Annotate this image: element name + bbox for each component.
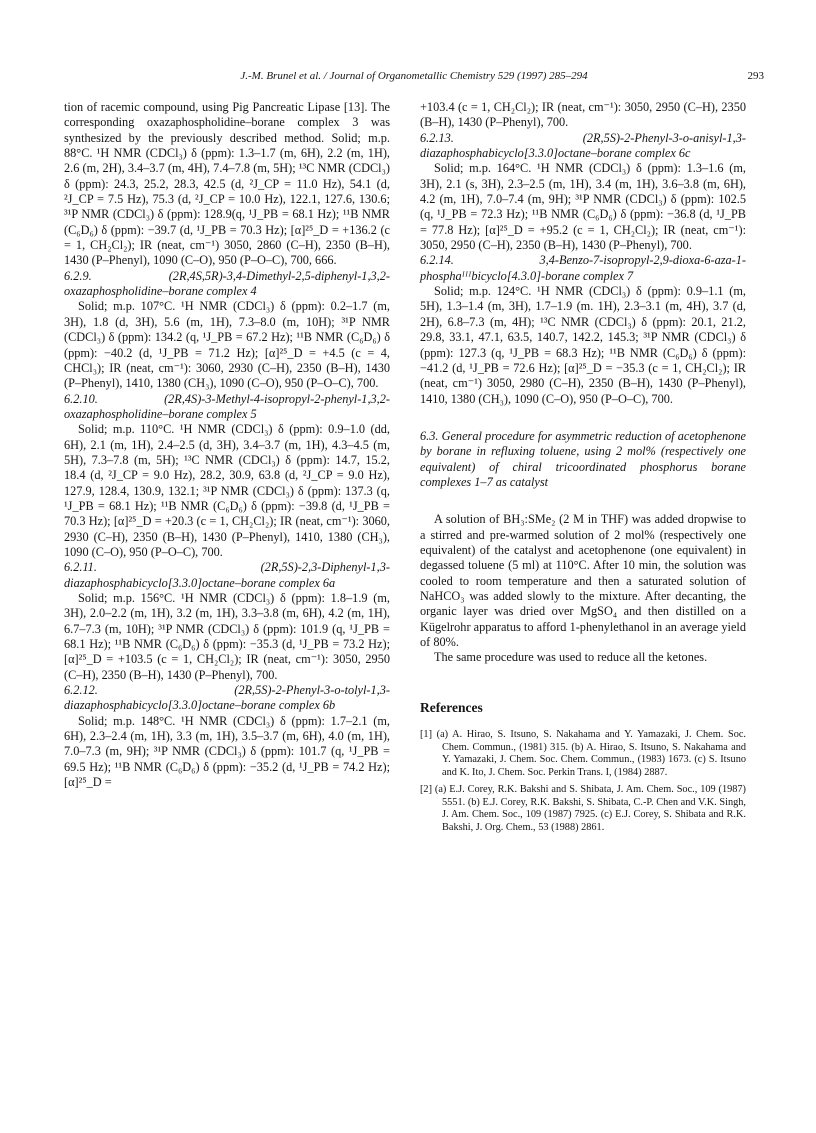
- paragraph-intro: tion of racemic compound, using Pig Pancreatic Lipase [13]. The corresponding oxazaphospholidine–borane complex 3 was synthesized by the previously described method. Solid; m.p. 88°C. ¹H NMR (CDCl₃) δ (ppm): 1.3–1.7 (m, 6H), 2.2 (m, 1H), 2.6 (m, 2H), 3.4–3.7 (m, 4H), 7.4–7.8 (m, 5H); ¹³C NMR (CDCl₃) δ (ppm): 24.3, 25.2, 28.3, 42.5 (d, ²J_CP = 11.0 Hz), 54.1 (d, ²J_CP = 7.5 Hz), 75.3 (d, ²J_CP = 10.0 Hz), 122.1, 127.6, 130.6; ³¹P NMR (CDCl₃) δ (ppm): 128.9(q, ¹J_PB = 68.1 Hz); ¹¹B NMR (C₆D₆) δ (ppm): −39.7 (d, ¹J_PB = 70.3 Hz); [α]²⁵_D = +136.2 (c = 1, CH₂Cl₂); IR (neat, cm⁻¹) 3050, 2860 (C–H), 2350 (B–H), 1430 (P–Phenyl), 1090 (C–O), 950 (P–O–C), 700, 666.: [64, 100, 390, 268]
- running-header: [64, 70, 764, 86]
- paragraph-procedure-note: The same procedure was used to reduce all the ketones.: [434, 650, 708, 665]
- section-heading-6-3: 6.3. General procedure for asymmetric reduction of acetophenone by borane in refluxing toluene, using 2 mol% (respectively one equivalent) of chiral tricoordinated phosphorus borane complexes 1–7 as catalyst: [420, 428, 746, 489]
- section-heading-6-2-14: 6.2.14. 3,4-Benzo-7-isopropyl-2,9-dioxa-6-aza-1-phosphaᴵᴵᴵbicyclo[4.3.0]-borane complex 7: [420, 253, 746, 283]
- paragraph-6-2-14: Solid; m.p. 124°C. ¹H NMR (CDCl₃) δ (ppm): 0.9–1.1 (m, 5H), 1.3–1.4 (m, 3H), 1.7–1.9 (m. 1H), 2.3–3.1 (m, 4H), 3.7 (d, 2H), 6.8–7.3 (m, 4H); ¹³C NMR (CDCl₃) δ (ppm): 20.1, 21.2, 29.8, 33.1, 47.1, 63.5, 140.7, 142.2, 145.3; ³¹P NMR (CDCl₃) δ (ppm): 127.3 (q, ¹J_PB = 68.3 Hz); ¹¹B NMR (C₆D₆) δ (ppm): −41.2 (d, ¹J_PB = 72.6 Hz); [α]²⁵_D = −35.3 (c = 1, CH₂Cl₂); IR (neat, cm⁻¹) 3050, 2980 (C–H), 2350 (B–H), 1430 (P–Phenyl), 1410, 1380 (CH₃), 1090 (C–O), 950 (P–O–C), 700.: [420, 284, 746, 406]
- reference-item: [1] (a) A. Hirao, S. Itsuno, S. Nakahama and Y. Yamazaki, J. Chem. Soc. Chem. Commun., (1981) 315. (b) A. Hirao, S. Itsuno, S. Nakahama and Y. Yamazaki, J. Chem. Soc. Chem. Commun., (1983) 1673. (c) S. Itsuno and K. Ito, J. Chem. Soc. Perkin Trans. I, (1984) 2887.: [420, 729, 746, 779]
- paragraph-6-2-13: Solid; m.p. 164°C. ¹H NMR (CDCl₃) δ (ppm): 1.3–1.6 (m, 3H), 2.1 (s, 3H), 2.3–2.5 (m, 1H), 3.4 (m, 1H), 3.6–3.8 (m, 6H), 4.2 (m, 1H), 7.0–7.4 (m, 9H); ³¹P NMR (CDCl₃) δ (ppm): 102.5 (q, ¹J_PB = 72.3 Hz); ¹¹B NMR (C₆D₆) δ (ppm): −36.8 (d, ¹J_PB = 77.8 Hz); [α]²⁵_D = +95.2 (c = 1, CH₂Cl₂); IR (neat, cm⁻¹): 3050, 2950 (C–H), 2350 (B–H), 1430 (P–Phenyl), 700.: [420, 161, 746, 253]
- paragraph-6-2-11: Solid; m.p. 156°C. ¹H NMR (CDCl₃) δ (ppm): 1.8–1.9 (m, 3H), 2.0–2.2 (m, 1H), 3.2 (m, 1H), 3.3–3.8 (m, 6H), 4.2 (m, 1H), 6.7–7.3 (m, 10H); ³¹P NMR (CDCl₃) δ (ppm): 101.9 (q, ¹J_PB = 68.1 Hz); ¹¹B NMR (C₆D₆) δ (ppm): −35.3 (d, ¹J_PB = 73.2 Hz); [α]²⁵_D = +103.5 (c = 1, CH₂Cl₂); IR (neat, cm⁻¹): 3050, 2950 (C–H), 2350 (B–H), 1430 (P–Phenyl), 700.: [64, 591, 390, 682]
- section-heading-6-2-12: 6.2.12. (2R,5S)-2-Phenyl-3-o-tolyl-1,3-diazaphosphabicyclo[3.3.0]octane–borane complex 6b: [64, 683, 390, 713]
- paragraph-6-2-9: Solid; m.p. 107°C. ¹H NMR (CDCl₃) δ (ppm): 0.2–1.7 (m, 3H), 1.8 (d, 3H), 5.6 (m, 1H), 7.3–8.0 (m, 10H); ³¹P NMR (CDCl₃) δ (ppm): 134.2 (q, ¹J_PB = 67.2 Hz); ¹¹B NMR (C₆D₆) δ (ppm): −40.2 (d, ¹J_PB = 71.2 Hz); [α]²⁵_D = +4.5 (c = 4, CHCl₃); IR (neat, cm⁻¹): 3060, 2930 (C–H), 2350 (B–H), 1430 (P–Phenyl), 1410, 1380 (CH₃), 1090 (C–O), 950 (P–O–C), 700.: [64, 299, 390, 391]
- paragraph-6-2-12: Solid; m.p. 148°C. ¹H NMR (CDCl₃) δ (ppm): 1.7–2.1 (m, 6H), 2.3–2.4 (m, 1H), 3.3 (m, 1H), 3.5–3.7 (m, 6H), 4.0 (m, 1H), 7.0–7.3 (m, 9H); ³¹P NMR (CDCl₃) δ (ppm): 101.7 (q, ¹J_PB = 69.5 Hz); ¹¹B NMR (C₆D₆) δ (ppm): −35.2 (d, ¹J_PB = 74.2 Hz); [α]²⁵_D =: [64, 713, 390, 790]
- section-heading-6-2-13: 6.2.13. (2R,5S)-2-Phenyl-3-o-anisyl-1,3-diazaphosphabicyclo[3.3.0]octane–borane complex 6c: [420, 130, 746, 161]
- right-column: [420, 100, 746, 839]
- section-heading-6-2-10: 6.2.10. (2R,4S)-3-Methyl-4-isopropyl-2-phenyl-1,3,2-oxazaphospholidine–borane complex 5: [64, 391, 390, 421]
- paragraph-procedure: A solution of BH₃:SMe₂ (2 M in THF) was added dropwise to a stirred and pre-warmed solution of 2 mol% (respectively one equivalent) of the catalyst and acetophenone (one equivalent) in degassed toluene (5 ml) at 110°C. After 10 min, the solution was cooled to room temperature and then a saturated solution of NaHCO₃ was added slowly to the mixture. After decanting, the organic layer was dried over MgSO₄ and then distilled on a Kügelrohr apparatus to afford 1-phenylethanol in an average yield of 80%.: [420, 512, 746, 649]
- page-number: 293: [747, 70, 764, 82]
- reference-item: [2] (a) E.J. Corey, R.K. Bakshi and S. Shibata, J. Am. Chem. Soc., 109 (1987) 5551. (b) E.J. Corey, R.K. Bakshi, S. Shibata, C.-P. Chen and V.K. Singh, J. Am. Chem. Soc., 109 (1987) 7925. (c) E.J. Corey, S. Shibata and R.K. Bakshi, J. Org. Chem., 53 (1988) 2861.: [420, 783, 746, 833]
- paragraph-continuation: +103.4 (c = 1, CH₂Cl₂); IR (neat, cm⁻¹): 3050, 2950 (C–H), 2350 (B–H), 1430 (P–Phenyl), 700.: [420, 100, 746, 130]
- journal-citation: J.-M. Brunel et al. / Journal of Organometallic Chemistry 529 (1997) 285–294: [240, 70, 588, 82]
- section-heading-6-2-11: 6.2.11. (2R,5S)-2,3-Diphenyl-1,3-diazaphosphabicyclo[3.3.0]octane–borane complex 6a: [64, 560, 390, 590]
- references-heading: References: [420, 699, 483, 715]
- section-heading-6-2-9: 6.2.9. (2R,4S,5R)-3,4-Dimethyl-2,5-diphenyl-1,3,2-oxazaphospholidine–borane complex 4: [64, 268, 390, 299]
- paragraph-6-2-10: Solid; m.p. 110°C. ¹H NMR (CDCl₃) δ (ppm): 0.9–1.0 (dd, 6H), 2.1 (m, 1H), 2.4–2.5 (d, 3H), 3.4–3.7 (m, 1H), 4.3–4.5 (m, 5H), 7.3–7.8 (m, 5H); ¹³C NMR (CDCl₃) δ (ppm): 14.7, 15.2, 18.4 (d, ²J_CP = 9.0 Hz), 28.2, 30.9, 63.8 (d, ²J_CP = 9.0 Hz), 127.9, 128.4, 130.9, 132.1; ³¹P NMR (CDCl₃) δ (ppm): 137.3 (q, ¹J_PB = 68.1 Hz); ¹¹B NMR (C₆D₆) δ (ppm): −39.8 (d, ¹J_PB = 70.3 Hz); [α]²⁵_D = +20.3 (c = 1, CH₂Cl₂); IR (neat, cm⁻¹): 3060, 2930 (C–H), 2350 (B–H), 1430 (P–Phenyl), 1410, 1380 (CH₃), 1090 (C–O), 950 (P–O–C), 700.: [64, 422, 390, 559]
- left-column: [64, 100, 390, 790]
